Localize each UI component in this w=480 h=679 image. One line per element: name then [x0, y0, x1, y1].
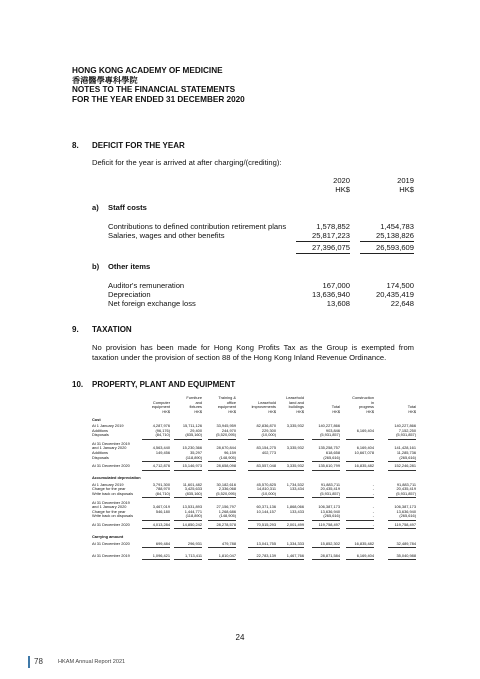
- table-value: 83,557,048: [256, 463, 276, 469]
- subtotal-rule: [208, 470, 236, 471]
- note10-number: 10.: [72, 380, 84, 389]
- table-value: -: [372, 491, 374, 496]
- subtotal-rule: [388, 439, 416, 440]
- table-value: (265,616): [399, 454, 416, 460]
- column-header: Total: [331, 404, 340, 410]
- row-label: Disposals: [92, 454, 109, 460]
- subtotal-rule: [276, 528, 304, 529]
- table-value: (148,905): [219, 454, 236, 460]
- statement-title: NOTES TO THE FINANCIAL STATEMENTS: [72, 85, 236, 95]
- table-value: 91,883,711: [320, 481, 340, 487]
- row-label: Charge for the year: [92, 508, 126, 514]
- table-value: 7,152,250: [398, 427, 416, 433]
- statement-period: FOR THE YEAR ENDED 31 DECEMBER 2020: [72, 94, 245, 104]
- col-2020-header: 2020: [333, 176, 350, 185]
- table-value: 119,758,497: [394, 522, 416, 527]
- subtotal-rule: [142, 461, 170, 462]
- table-value: 20,435,419: [396, 486, 416, 492]
- table-value: (5,931,857): [396, 432, 416, 438]
- subtotal-rule: [388, 520, 416, 521]
- depreciation-heading: Accumulated depreciation: [92, 474, 141, 480]
- row-label: At 31 December 2019: [92, 499, 130, 505]
- section-a-title: Staff costs: [108, 203, 147, 212]
- total-rule: [346, 559, 374, 560]
- table-value: (84,710): [155, 432, 170, 438]
- footer-report-title: HKAM Annual Report 2021: [58, 659, 126, 665]
- table-value: 133,433: [289, 508, 304, 514]
- academy-name: HONG KONG ACADEMY OF MEDICINE: [72, 66, 223, 75]
- table-value: 479,788: [221, 540, 236, 546]
- column-unit: HK$: [268, 408, 276, 414]
- subtotal-rule: [388, 461, 416, 462]
- table-value: 119,758,497: [318, 522, 340, 527]
- row-label: At 31 December 2020: [92, 463, 130, 469]
- section-a-label: a): [92, 203, 99, 212]
- table-value: 45,570,825: [256, 481, 276, 487]
- subtotal-rule: [208, 528, 236, 529]
- table-value: 35,297: [190, 450, 202, 455]
- table-value: 2,001,499: [286, 522, 304, 527]
- note8-title: DEFICIT FOR THE YEAR: [92, 141, 185, 150]
- table-value: 27,156,797: [216, 504, 236, 510]
- row-label: At 31 December 2019: [92, 440, 130, 446]
- table-value: 15,852,302: [320, 540, 340, 546]
- table-value: 152,246,281: [394, 463, 416, 469]
- subtotal-rule: [174, 520, 202, 521]
- column-header: fixtures: [189, 404, 202, 410]
- table-value: 16,835,482: [354, 463, 374, 469]
- table-value: 29,400: [190, 427, 202, 433]
- table-value: (5,931,857): [396, 491, 416, 496]
- subtotal-rule: [248, 497, 276, 498]
- column-header: equipment: [151, 404, 170, 410]
- staff-row-label: Salaries, wages and other benefits: [108, 231, 225, 240]
- table-value: 28,670,844: [216, 445, 236, 451]
- table-value: (835,160): [185, 432, 202, 438]
- table-value: 1,713,411: [184, 552, 202, 558]
- table-value: 3,335,932: [286, 423, 304, 428]
- table-value: 15,146,973: [182, 463, 202, 469]
- table-value: 618,658: [325, 450, 340, 455]
- table-value: 91,883,711: [396, 481, 416, 487]
- row-label: Additions: [92, 450, 109, 455]
- column-header: Leasehold: [258, 399, 276, 405]
- page-number: 24: [235, 633, 245, 642]
- subtotal-rule: [346, 528, 374, 529]
- subtotal-rule: [208, 439, 236, 440]
- total-rule: [388, 559, 416, 560]
- subtotal-rule: [276, 520, 304, 521]
- table-value: 106,387,173: [394, 504, 416, 510]
- subtotal-rule: [248, 520, 276, 521]
- table-value: 10,667,078: [354, 450, 374, 455]
- table-value: 82,836,870: [256, 423, 276, 428]
- table-value: 1,467,766: [286, 552, 304, 558]
- total-underline-2020: [296, 253, 350, 254]
- subtotal-rule: [276, 470, 304, 471]
- table-value: 13,531,893: [182, 504, 202, 510]
- total-rule: [276, 547, 304, 548]
- column-header: and: [195, 399, 202, 405]
- row-label: Charge for the year: [92, 486, 126, 492]
- table-value: 28,278,578: [216, 522, 236, 527]
- academy-name-chinese: 香港醫學專科學院: [72, 75, 138, 85]
- row-label: At 1 January 2019: [92, 481, 124, 487]
- column-header: progress: [358, 404, 374, 410]
- table-value: 2,336,068: [218, 486, 236, 492]
- table-value: 96,159: [224, 450, 236, 455]
- table-value: (265,616): [323, 513, 340, 519]
- table-value: 16,835,482: [354, 540, 374, 546]
- table-value: 15,230,366: [182, 445, 202, 451]
- subtotal-rule: [142, 439, 170, 440]
- table-value: 35,040,988: [396, 552, 416, 558]
- table-value: 60,371,136: [256, 504, 276, 510]
- row-label: At 31 December 2020: [92, 540, 130, 546]
- table-value: 1,444,771: [184, 508, 202, 514]
- subtotal-rule: [388, 470, 416, 471]
- table-value: (5,931,857): [320, 432, 340, 438]
- subtotal-rule: [174, 439, 202, 440]
- subtotal-rule: [346, 439, 374, 440]
- subtotal-rule: [346, 470, 374, 471]
- table-value: (10,000): [261, 432, 276, 438]
- total-rule: [312, 547, 340, 548]
- subtotal-rule: [142, 470, 170, 471]
- table-value: 106,387,173: [318, 504, 340, 510]
- staff-row-2020: 1,578,852: [316, 222, 350, 231]
- table-value: 15,711,126: [182, 423, 202, 428]
- column-header: Construction: [352, 395, 374, 400]
- table-value: 3,335,932: [286, 445, 304, 451]
- table-value: 4,287,976: [152, 423, 170, 428]
- table-value: 30,182,616: [216, 481, 236, 487]
- table-value: (5,931,857): [320, 491, 340, 496]
- subtotal-rule: [142, 520, 170, 521]
- row-label: At 1 January 2019: [92, 423, 124, 428]
- table-value: 4,563,440: [152, 445, 170, 451]
- table-value: 1,868,066: [286, 504, 304, 510]
- footer-page-number: 78: [34, 657, 43, 666]
- column-header: Total: [407, 404, 416, 410]
- subtotal-rule: [388, 497, 416, 498]
- other-row-2020: 13,636,940: [311, 290, 350, 299]
- table-value: 699,484: [155, 540, 170, 546]
- table-value: 402,773: [261, 450, 276, 455]
- table-value: 20,435,419: [320, 486, 340, 492]
- row-label: Disposals: [92, 432, 109, 438]
- footer-accent-bar: [28, 656, 30, 668]
- row-label: At 31 December 2020: [92, 522, 130, 527]
- table-value: 140,227,866: [318, 423, 340, 428]
- total-underline-2019: [360, 253, 414, 254]
- row-label: At 31 December 2019: [92, 552, 130, 558]
- table-value: 244,970: [221, 427, 236, 433]
- table-value: 70,515,293: [256, 522, 276, 527]
- table-value: 229,300: [261, 427, 276, 433]
- total-rule: [312, 559, 340, 560]
- table-value: 6,169,404: [356, 445, 374, 451]
- col-2019-unit: HK$: [399, 185, 414, 194]
- table-value: 1,268,686: [218, 508, 236, 514]
- cost-heading: Cost: [92, 417, 101, 422]
- table-value: 6,169,404: [356, 427, 374, 433]
- table-value: (118,890): [185, 513, 202, 519]
- table-value: 3,335,932: [286, 463, 304, 469]
- other-row-label: Net foreign exchange loss: [108, 299, 196, 308]
- table-value: 135,258,757: [318, 445, 340, 451]
- note10-title: PROPERTY, PLANT AND EQUIPMENT: [92, 380, 236, 389]
- total-rule-2019: [360, 241, 414, 242]
- table-value: (10,000): [261, 491, 276, 496]
- staff-row-label: Contributions to defined contribution retirement plans: [108, 222, 287, 231]
- table-value: 296,931: [187, 540, 202, 546]
- column-unit: HK$: [332, 408, 340, 414]
- subtotal-rule: [174, 528, 202, 529]
- table-value: 1,334,333: [286, 540, 304, 546]
- table-value: 3,791,300: [152, 481, 170, 487]
- table-value: 4,013,284: [152, 522, 170, 527]
- table-value: (148,905): [219, 513, 236, 519]
- table-value: 149,456: [155, 450, 170, 455]
- table-value: 28,871,584: [320, 552, 340, 558]
- column-header: Computer: [152, 399, 170, 405]
- table-value: 141,428,161: [394, 445, 416, 451]
- table-value: 4,712,876: [152, 463, 170, 469]
- table-value: 33,945,959: [216, 423, 236, 428]
- note9-number: 9.: [72, 325, 79, 334]
- subtotal-rule: [208, 520, 236, 521]
- table-value: 11,601,482: [182, 481, 202, 487]
- subtotal-rule: [312, 497, 340, 498]
- note9-text-line1: No provision has been made for Hong Kong Profits Tax as the Group is exempted from: [92, 343, 414, 352]
- table-value: 903,846: [325, 427, 340, 433]
- column-header: Furniture: [186, 395, 202, 400]
- other-row-2019: 20,435,419: [375, 290, 414, 299]
- column-header: in: [370, 399, 374, 405]
- carrying-heading: Carrying amount: [92, 533, 124, 539]
- subtotal-rule: [174, 497, 202, 498]
- table-value: (84,710): [155, 491, 170, 496]
- table-value: (5,520,095): [216, 491, 236, 496]
- table-value: (118,890): [185, 454, 202, 460]
- table-value: 28,658,098: [216, 463, 236, 469]
- subtotal-rule: [346, 461, 374, 462]
- subtotal-rule: [312, 470, 340, 471]
- column-header: improvements: [251, 404, 276, 410]
- subtotal-rule: [388, 528, 416, 529]
- total-rule: [142, 559, 170, 560]
- section-b-label: b): [92, 262, 100, 271]
- col-2020-unit: HK$: [335, 185, 350, 194]
- staff-row-2019: 1,454,783: [380, 222, 414, 231]
- note8-intro: Deficit for the year is arrived at after charging/(crediting):: [92, 158, 282, 167]
- note9-text-line2: taxation under the provision of section 88 of the Hong Kong Inland Revenue Ordinance.: [92, 353, 387, 362]
- subtotal-rule: [312, 528, 340, 529]
- total-rule: [208, 547, 236, 548]
- document-header: [72, 66, 245, 104]
- table-value: (265,616): [399, 513, 416, 519]
- table-value: 13,636,940: [320, 508, 340, 514]
- total-rule: [346, 547, 374, 548]
- table-value: 1,096,421: [152, 552, 170, 558]
- row-label: Write back on disposals: [92, 491, 134, 496]
- table-value: 133,434: [289, 486, 304, 492]
- subtotal-rule: [248, 528, 276, 529]
- subtotal-rule: [346, 497, 374, 498]
- table-value: (96,176): [155, 427, 170, 433]
- table-value: 14,810,311: [256, 486, 276, 492]
- staff-row-2019: 25,138,826: [375, 231, 414, 240]
- column-header: Training &: [218, 395, 236, 400]
- table-value: 22,783,139: [256, 552, 276, 558]
- row-label: and 1 January 2020: [92, 504, 127, 510]
- staff-total-2019: 26,593,609: [375, 243, 414, 252]
- column-header: buildings: [288, 404, 304, 410]
- subtotal-rule: [208, 461, 236, 462]
- subtotal-rule: [208, 497, 236, 498]
- row-label: and 1 January 2020: [92, 445, 127, 451]
- other-row-label: Auditor's remuneration: [108, 281, 185, 290]
- subtotal-rule: [276, 497, 304, 498]
- total-rule: [142, 547, 170, 548]
- subtotal-rule: [248, 461, 276, 462]
- total-rule: [276, 559, 304, 560]
- total-rule: [208, 559, 236, 560]
- total-rule: [174, 547, 202, 548]
- col-2019-header: 2019: [397, 176, 414, 185]
- table-value: 135,610,799: [318, 463, 340, 469]
- table-value: 6,169,404: [356, 552, 374, 558]
- subtotal-rule: [276, 461, 304, 462]
- table-value: -: [372, 508, 374, 514]
- column-unit: HK$: [408, 408, 416, 414]
- table-value: 1,810,047: [218, 552, 236, 558]
- table-value: 140,227,866: [394, 423, 416, 428]
- total-rule: [248, 547, 276, 548]
- total-rule: [174, 559, 202, 560]
- table-value: 11,285,736: [396, 450, 416, 455]
- table-value: 3,425,633: [184, 486, 202, 492]
- table-value: 546,180: [155, 508, 170, 514]
- column-header: office: [226, 399, 236, 405]
- column-unit: HK$: [194, 408, 202, 414]
- note8-number: 8.: [72, 141, 79, 150]
- row-label: Write back on disposals: [92, 513, 134, 519]
- other-row-2019: 174,500: [386, 281, 414, 290]
- table-value: 14,850,242: [182, 522, 202, 527]
- table-value: 32,489,784: [396, 540, 416, 546]
- subtotal-rule: [312, 461, 340, 462]
- subtotal-rule: [142, 497, 170, 498]
- subtotal-rule: [248, 439, 276, 440]
- table-value: -: [372, 504, 374, 510]
- staff-row-2020: 25,817,223: [311, 231, 350, 240]
- table-value: 83,154,275: [256, 445, 276, 451]
- row-label: Additions: [92, 427, 109, 433]
- staff-total-2020: 27,396,075: [311, 243, 350, 252]
- column-unit: HK$: [228, 408, 236, 414]
- subtotal-rule: [174, 461, 202, 462]
- table-value: -: [372, 486, 374, 492]
- table-value: 13,636,940: [396, 508, 416, 514]
- total-rule: [248, 559, 276, 560]
- subtotal-rule: [276, 439, 304, 440]
- table-value: 788,970: [155, 486, 170, 492]
- table-value: -: [372, 513, 374, 519]
- column-unit: HK$: [296, 408, 304, 414]
- ppe-table: [92, 396, 416, 646]
- total-rule-2020: [296, 241, 350, 242]
- subtotal-rule: [142, 528, 170, 529]
- table-value: (5,520,095): [216, 432, 236, 438]
- section-b-title: Other items: [108, 262, 151, 271]
- table-value: (265,616): [323, 454, 340, 460]
- subtotal-rule: [248, 470, 276, 471]
- subtotal-rule: [312, 520, 340, 521]
- column-header: equipment: [217, 404, 236, 410]
- column-unit: HK$: [366, 408, 374, 414]
- total-rule: [388, 547, 416, 548]
- table-value: 10,144,157: [256, 508, 276, 514]
- other-row-2019: 22,648: [390, 299, 414, 308]
- other-row-label: Depreciation: [108, 290, 151, 299]
- subtotal-rule: [174, 470, 202, 471]
- table-value: 1,734,532: [286, 481, 304, 487]
- subtotal-rule: [312, 439, 340, 440]
- table-value: 13,041,755: [256, 540, 276, 546]
- column-unit: HK$: [162, 408, 170, 414]
- subtotal-rule: [346, 520, 374, 521]
- table-value: -: [372, 522, 374, 527]
- table-value: 3,467,019: [152, 504, 170, 510]
- other-row-2020: 13,608: [326, 299, 350, 308]
- column-header: land and: [289, 399, 304, 405]
- table-value: (835,160): [185, 491, 202, 496]
- table-value: -: [372, 481, 374, 487]
- note9-title: TAXATION: [92, 325, 132, 334]
- other-row-2020: 167,000: [322, 281, 350, 290]
- column-header: Leasehold: [286, 395, 304, 400]
